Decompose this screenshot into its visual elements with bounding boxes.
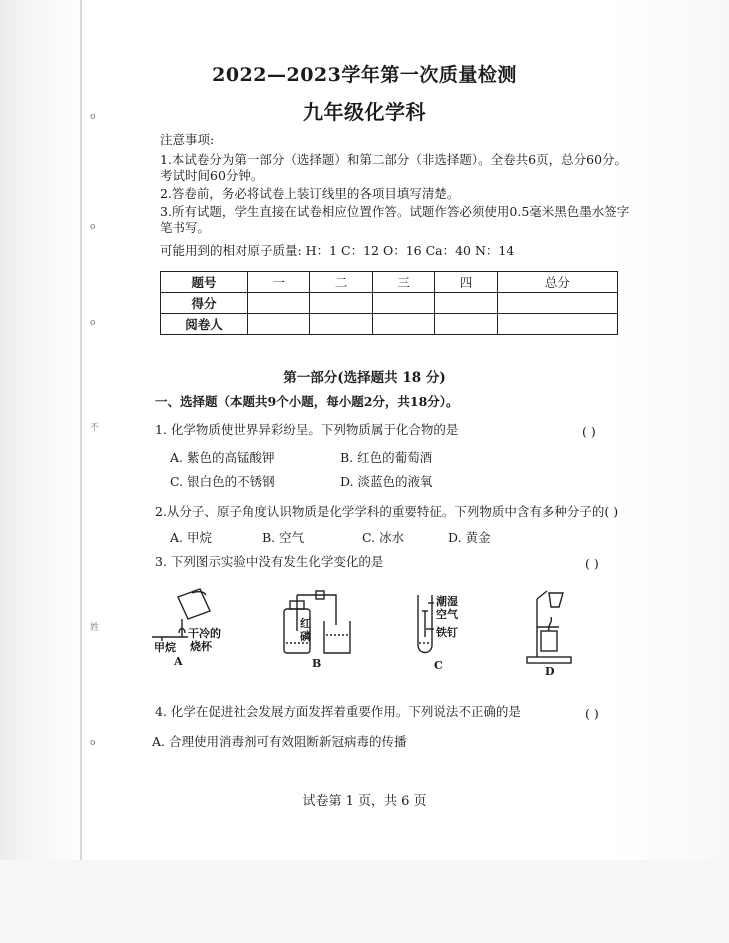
- q1-option-a: A. 紫色的高锰酸钾: [170, 450, 275, 465]
- figure-c-label-nail: 铁钉: [436, 626, 458, 639]
- figure-d: [525, 585, 585, 678]
- figure-a-label-methane: 甲烷: [154, 641, 176, 654]
- q2-option-c: C. 冰水: [362, 530, 405, 545]
- question-1-answer-slot: ( ): [582, 424, 596, 439]
- question-4: 4. 化学在促进社会发展方面发挥着重要作用。下列说法不正确的是: [155, 704, 521, 719]
- part-1-heading: 一、选择题（本题共9个小题，每小题2分，共18分）。: [155, 394, 459, 409]
- score-header-cell: 一: [248, 272, 310, 293]
- figure-a-letter: A: [174, 655, 183, 668]
- scan-shadow: [0, 0, 88, 860]
- score-cell: [372, 293, 434, 314]
- q2-option-b: B. 空气: [262, 530, 305, 545]
- question-3: 3. 下列图示实验中没有发生化学变化的是: [155, 554, 384, 569]
- score-row: [161, 293, 618, 314]
- grader-cell: [248, 314, 310, 335]
- score-header-cell: 总分: [497, 272, 617, 293]
- grader-cell: [310, 314, 372, 335]
- q1-option-c: C. 银白色的不锈钢: [170, 474, 275, 489]
- q1-option-b: B. 红色的葡萄酒: [340, 450, 433, 465]
- notice-line-2: 2.答卷前，务必将试卷上装订线里的各项目填写清楚。: [160, 186, 460, 201]
- score-table-header-row: [161, 272, 618, 293]
- margin-mark: 姓: [90, 623, 100, 633]
- q2-option-a: A. 甲烷: [170, 530, 212, 545]
- figure-d-letter: D: [545, 665, 555, 678]
- score-cell: [248, 293, 310, 314]
- figure-b-letter: B: [312, 657, 322, 670]
- notice-line-3b: 笔书写。: [160, 220, 211, 235]
- margin-mark: o: [90, 738, 96, 748]
- margin-mark: o: [90, 318, 96, 328]
- exam-subject: 九年级化学科: [303, 100, 426, 124]
- q2-option-d: D. 黄金: [448, 530, 491, 545]
- question-1: 1. 化学物质使世界异彩纷呈。下列物质属于化合物的是: [155, 422, 459, 437]
- score-header-cell: 二: [310, 272, 372, 293]
- figure-b-label-phosphorus: 磷: [300, 630, 311, 643]
- notice-heading: 注意事项:: [160, 132, 215, 147]
- notice-line-1b: 考试时间60分钟。: [160, 168, 264, 183]
- paper-edge: [80, 0, 82, 860]
- question-3-answer-slot: ( ): [585, 556, 599, 571]
- score-table: [160, 271, 618, 335]
- score-header-cell: 题号: [161, 272, 248, 293]
- score-header-cell: 三: [372, 272, 434, 293]
- question-4-answer-slot: ( ): [585, 706, 599, 721]
- grader-row: [161, 314, 618, 335]
- q4-option-a: A. 合理使用消毒剂可有效阻断新冠病毒的传播: [152, 734, 407, 749]
- atomic-mass-line: 可能用到的相对原子质量: H：1 C：12 O：16 Ca：40 N：14: [160, 243, 515, 258]
- exam-title: 2022—2023学年第一次质量检测: [212, 64, 517, 86]
- figure-c-label-air: 空气: [436, 608, 458, 621]
- figure-c-letter: C: [434, 659, 443, 672]
- figure-c: [410, 585, 480, 670]
- score-row-label: 得分: [161, 293, 248, 314]
- section-1-title: 第一部分(选择题共 18 分): [283, 370, 446, 386]
- page-footer: 试卷第 1 页，共 6 页: [302, 794, 427, 809]
- figure-b: [280, 585, 360, 670]
- question-2: 2.从分子、原子角度认识物质是化学学科的重要特征。下列物质中含有多种分子的( ): [155, 504, 619, 519]
- score-cell: [497, 293, 617, 314]
- margin-mark: 不: [90, 423, 100, 433]
- figure-a: [148, 585, 228, 668]
- q1-option-d: D. 淡蓝色的液氧: [340, 474, 433, 489]
- figure-a-label-beaker-2: 烧杯: [190, 640, 212, 653]
- grader-row-label: 阅卷人: [161, 314, 248, 335]
- figure-b-label-red: 红: [300, 617, 311, 630]
- grader-cell: [497, 314, 617, 335]
- figure-c-label-moist: 潮湿: [436, 595, 458, 608]
- notice-line-3: 3.所有试题，学生直接在试卷相应位置作答。试题作答必须使用0.5毫米黑色墨水签字: [160, 204, 630, 219]
- margin-mark: o: [90, 222, 96, 232]
- scan-bottom: [0, 860, 729, 943]
- figure-d-drawing: [525, 585, 585, 675]
- notice-line-1: 1.本试卷分为第一部分（选择题）和第二部分（非选择题）。全卷共6页，总分60分。: [160, 152, 628, 167]
- grader-cell: [372, 314, 434, 335]
- margin-mark: o: [90, 112, 96, 122]
- score-header-cell: 四: [435, 272, 497, 293]
- bleed-through: [609, 0, 729, 860]
- grader-cell: [435, 314, 497, 335]
- score-cell: [310, 293, 372, 314]
- score-cell: [435, 293, 497, 314]
- figure-a-label-beaker-1: 干冷的: [188, 627, 221, 640]
